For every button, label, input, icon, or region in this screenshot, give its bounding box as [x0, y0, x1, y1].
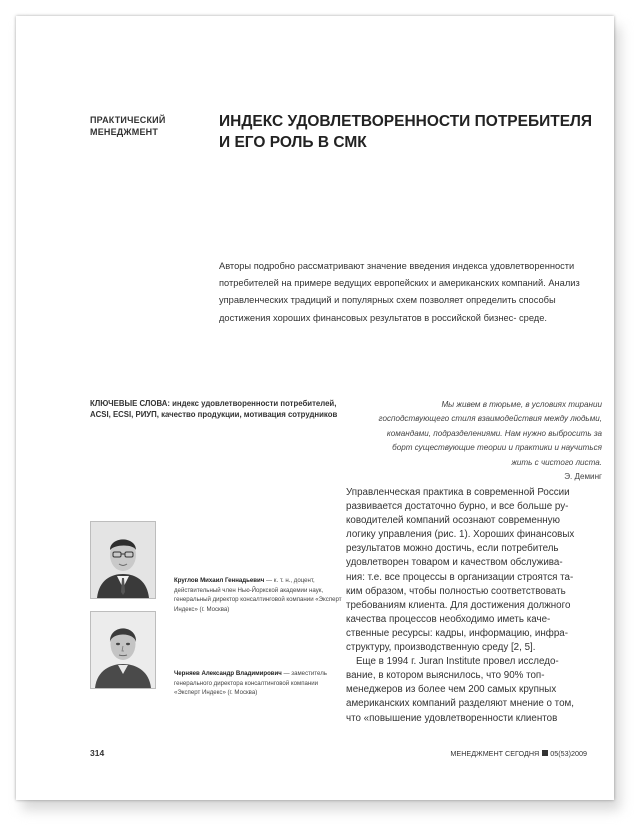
- epigraph-line: жить с чистого листа.: [511, 457, 602, 467]
- article-abstract: Авторы подробно рассматривают значение введения индекса удовлетворенности потребителей на примере ведущих европейских и американских компаний. Анализ управленческих традиций и популярных схем позволяет определить способы достижения хороших финансовых результатов в российской бизнес- среде.: [219, 261, 580, 323]
- body-line: ким образом, чтобы полностью соответствовать: [346, 585, 566, 597]
- author-name: Черняев Александр Владимирович: [174, 670, 282, 677]
- epigraph-line: господствующего стиля взаимодействия между людьми,: [378, 414, 602, 424]
- epigraph-line: Мы живем в тюрьме, в условиях тирании: [441, 400, 602, 409]
- journal-footer: [450, 749, 587, 758]
- journal-page: [16, 16, 614, 800]
- body-line: американских компаний разделяют мнение о том,: [346, 698, 574, 710]
- body-line: вание, в котором выяснилось, что 90% топ-: [346, 670, 545, 682]
- author-details: — к. т. н., доцент, действительный член Нью-Йоркской академии наук, генеральный директор консалтинговой компании «Эксперт Индекс» (г. Москва): [174, 577, 342, 613]
- body-line: результатов можно достичь, если потребитель: [346, 543, 559, 555]
- body-line: требованиям клиента. Для достижения должного: [346, 599, 571, 611]
- body-line: удовлетворен товаром и качеством обслужива-: [346, 557, 563, 569]
- body-line: менеджеров из более чем 200 самых крупных: [346, 684, 557, 696]
- body-line: развивается достаточно бурно, и все больше ру-: [346, 501, 569, 513]
- body-line: логику управления (рис. 1). Хороших финансовых: [346, 529, 575, 541]
- body-line: Управленческая практика в современной России: [346, 487, 570, 498]
- author-photo-icon: [91, 522, 155, 598]
- section-label-line: МЕНЕДЖМЕНТ: [90, 127, 159, 137]
- author-photo: [90, 521, 156, 599]
- author-photo: [90, 611, 156, 689]
- body-line: Еще в 1994 г. Juran Institute провел исследо-: [356, 656, 559, 668]
- epigraph-line: борт существующие теории и практики и научиться: [392, 443, 602, 453]
- section-label-line: ПРАКТИЧЕСКИЙ: [90, 115, 166, 125]
- body-line: структуру, производственную среду [2, 5].: [346, 642, 536, 654]
- section-label: [90, 114, 166, 138]
- author-bio: [174, 669, 342, 698]
- article-title: [219, 111, 593, 153]
- article-body: [346, 486, 594, 726]
- author-name: Круглов Михаил Геннадьевич: [174, 577, 265, 584]
- epigraph-line: командами, подразделениями. Нам нужно выбросить за: [386, 428, 602, 438]
- square-bullet-icon: [542, 750, 548, 756]
- journal-name: МЕНЕДЖМЕНТ СЕГОДНЯ: [450, 749, 540, 758]
- journal-issue: 05(53)2009: [550, 749, 587, 758]
- body-line: ния: т.е. все процессы в организации строятся та-: [346, 571, 574, 583]
- author-photo-icon: [91, 612, 155, 688]
- body-line: ственные ресурсы: кадры, информацию, инфра-: [346, 627, 568, 639]
- body-line: ководителей компаний осознают современную: [346, 515, 560, 527]
- title-line: И ЕГО РОЛЬ В СМК: [219, 134, 367, 151]
- title-line: ИНДЕКС УДОВЛЕТВОРЕННОСТИ ПОТРЕБИТЕЛЯ: [219, 113, 593, 130]
- epigraph: [344, 398, 602, 484]
- author-bio: [174, 576, 342, 614]
- author-details: — заместитель генерального директора консалтинговой компании «Эксперт Индекс» (г. Москва): [174, 670, 327, 697]
- page-number: 314: [90, 748, 105, 758]
- body-line: что «повышение удовлетворенности клиентов: [346, 712, 558, 724]
- body-line: качества процессов необходимо иметь каче-: [346, 613, 551, 625]
- epigraph-author: Э. Деминг: [564, 472, 602, 482]
- keywords: КЛЮЧЕВЫЕ СЛОВА: индекс удовлетворенности потребителей, ACSI, ECSI, РИУП, качество продукции, мотивация сотрудников: [90, 399, 338, 419]
